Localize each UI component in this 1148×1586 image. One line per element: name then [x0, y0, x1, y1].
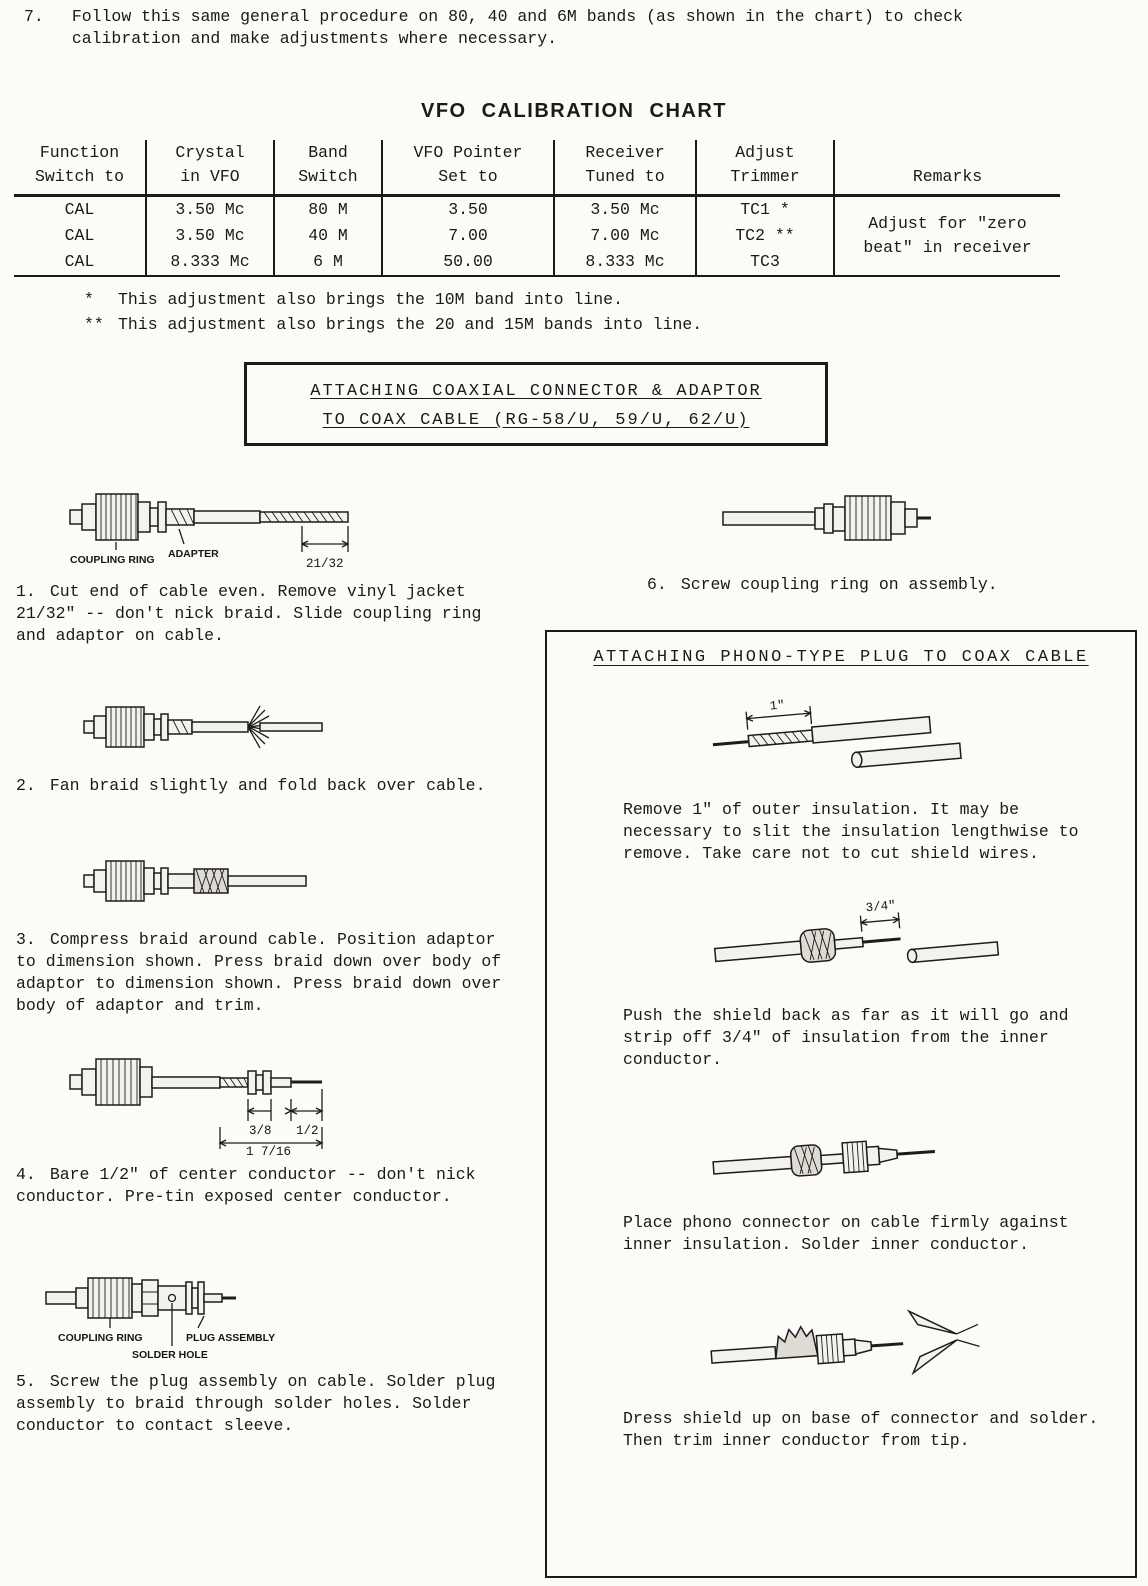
- cell-function: CAL: [64, 226, 95, 245]
- col-header-crystal: Crystal in VFO: [146, 140, 274, 196]
- cell-vfo: 7.00: [382, 223, 554, 249]
- step-number: 4.: [16, 1165, 36, 1184]
- step-number: 5.: [16, 1372, 36, 1391]
- cell-vfo: 50.00: [382, 249, 554, 276]
- col-header-band: Band Switch: [274, 140, 382, 196]
- cell-function: CAL: [64, 252, 95, 271]
- step-number: 1.: [16, 582, 36, 601]
- cell-trimmer: TC2 **: [696, 223, 834, 249]
- cell-function: CAL: [64, 200, 95, 219]
- fig4-dim-b-label: 1/2: [296, 1124, 319, 1138]
- col-header-remarks: Remarks: [834, 140, 1060, 196]
- col-header-trimmer: Adjust Trimmer: [696, 140, 834, 196]
- step-text: Bare 1/2" of center conductor -- don't nick conductor. Pre-tin exposed center conductor.: [16, 1165, 476, 1206]
- cell-band: 40 M: [274, 223, 382, 249]
- cell-receiver: 7.00 Mc: [554, 223, 696, 249]
- right-column: [545, 478, 1143, 1578]
- phono-figure-2: [705, 895, 1117, 995]
- footnote-text: This adjustment also brings the 10M band into line.: [118, 290, 623, 309]
- cell-band: 80 M: [274, 196, 382, 224]
- item-number: 7.: [24, 7, 44, 26]
- coax-step-4: [16, 1164, 508, 1208]
- footnote-text: This adjustment also brings the 20 and 15M bands into line.: [118, 315, 703, 334]
- step-text: Fan braid slightly and fold back over cable.: [49, 776, 486, 795]
- cell-crystal: 3.50 Mc: [146, 223, 274, 249]
- coax-step4-figure: [64, 1031, 508, 1156]
- step-number: 6.: [647, 575, 667, 594]
- cell-vfo: 3.50: [382, 196, 554, 224]
- col-header-vfo-pointer: VFO Pointer Set to: [382, 140, 554, 196]
- coax-step-1: [16, 581, 508, 647]
- phono-figure-3: [705, 1107, 1117, 1202]
- cell-trimmer: TC3: [696, 249, 834, 276]
- phono-figure-4: [705, 1288, 1117, 1398]
- cell-crystal: 3.50 Mc: [146, 196, 274, 224]
- step-number: 2.: [16, 776, 36, 795]
- step-text: Compress braid around cable. Position adaptor to dimension shown. Press braid down over body of adaptor to dimension shown. Press braid down over body of adaptor and trim.: [16, 930, 502, 1015]
- fig5-coupling-ring-label: COUPLING RING: [58, 1332, 143, 1344]
- coax-step-5: [16, 1371, 508, 1437]
- phono-section-title: ATTACHING PHONO-TYPE PLUG TO COAX CABLE: [593, 648, 1089, 667]
- item-text: Follow this same general procedure on 80, 40 and 6M bands (as shown in the chart) to check calibration and make adjustments where necessary.: [71, 7, 963, 48]
- fig4-dim-c-label: 1 7/16: [246, 1145, 292, 1156]
- left-column: [16, 468, 508, 1437]
- cell-remarks: Adjust for "zero beat" in receiver: [834, 196, 1060, 277]
- footnote-marker: **: [84, 315, 104, 334]
- coax-step5-figure: [40, 1248, 508, 1363]
- cell-trimmer: TC1 *: [696, 196, 834, 224]
- phono-figure-1: [705, 689, 1117, 789]
- chart-title: VFO CALIBRATION CHART: [421, 100, 727, 122]
- table-row: [14, 196, 1060, 224]
- coax-step2-figure: [78, 687, 508, 767]
- coax-title-line2: TO COAX CABLE (RG-58/U, 59/U, 62/U): [322, 411, 750, 430]
- col-header-function: Function Switch to: [34, 143, 125, 186]
- coax-step6-figure: [717, 478, 1143, 558]
- step-text: Screw the plug assembly on cable. Solder plug assembly to braid through solder holes. Solder conductor to contact sleeve.: [16, 1372, 496, 1435]
- coax-section-title-box: [244, 362, 828, 446]
- cell-band: 6 M: [274, 249, 382, 276]
- instruction-item-7: [24, 6, 1034, 50]
- phono-fig2-dimension-label: 3/4": [865, 898, 897, 916]
- fig5-plug-assembly-label: PLUG ASSEMBLY: [186, 1332, 276, 1344]
- step-text: Screw coupling ring on assembly.: [680, 575, 998, 594]
- fig1-adapter-label: ADAPTER: [168, 548, 219, 560]
- phono-fig1-dimension-label: 1": [769, 698, 786, 714]
- cell-receiver: 8.333 Mc: [554, 249, 696, 276]
- footnote-marker: *: [84, 290, 94, 309]
- fig1-coupling-ring-label: COUPLING RING: [70, 554, 155, 566]
- phono-section-box: [545, 630, 1137, 1578]
- coax-step1-figure: [64, 468, 508, 573]
- vfo-calibration-table: [14, 140, 1060, 277]
- chart-footnotes: [84, 287, 702, 337]
- footnote: [84, 287, 702, 312]
- col-header-receiver: Receiver Tuned to: [554, 140, 696, 196]
- coax-step-6: [545, 574, 1143, 596]
- cell-crystal: 8.333 Mc: [146, 249, 274, 276]
- fig5-solder-hole-label: SOLDER HOLE: [132, 1349, 208, 1361]
- step-text: Cut end of cable even. Remove vinyl jacket 21/32" -- don't nick braid. Slide coupling ring and adaptor on cable.: [16, 582, 482, 645]
- phono-paragraph-4: Dress shield up on base of connector and solder. Then trim inner conductor from tip.: [623, 1409, 1099, 1450]
- step-number: 3.: [16, 930, 36, 949]
- table-header-row: [14, 140, 1060, 196]
- coax-step-3: [16, 929, 508, 1017]
- phono-paragraph-3: Place phono connector on cable firmly against inner insulation. Solder inner conductor.: [623, 1213, 1069, 1254]
- coax-step3-figure: [78, 841, 508, 921]
- cell-receiver: 3.50 Mc: [554, 196, 696, 224]
- fig4-dim-a-label: 3/8: [249, 1124, 272, 1138]
- coax-step-2: [16, 775, 508, 797]
- coax-title-line1: ATTACHING COAXIAL CONNECTOR & ADAPTOR: [310, 382, 762, 401]
- fig1-dimension-label: 21/32: [306, 557, 344, 571]
- phono-paragraph-2: Push the shield back as far as it will go and strip off 3/4" of insulation from the inner conductor.: [623, 1006, 1069, 1069]
- footnote: [84, 312, 702, 337]
- phono-paragraph-1: Remove 1" of outer insulation. It may be necessary to slit the insulation lengthwise to remove. Take care not to cut shield wires.: [623, 800, 1079, 863]
